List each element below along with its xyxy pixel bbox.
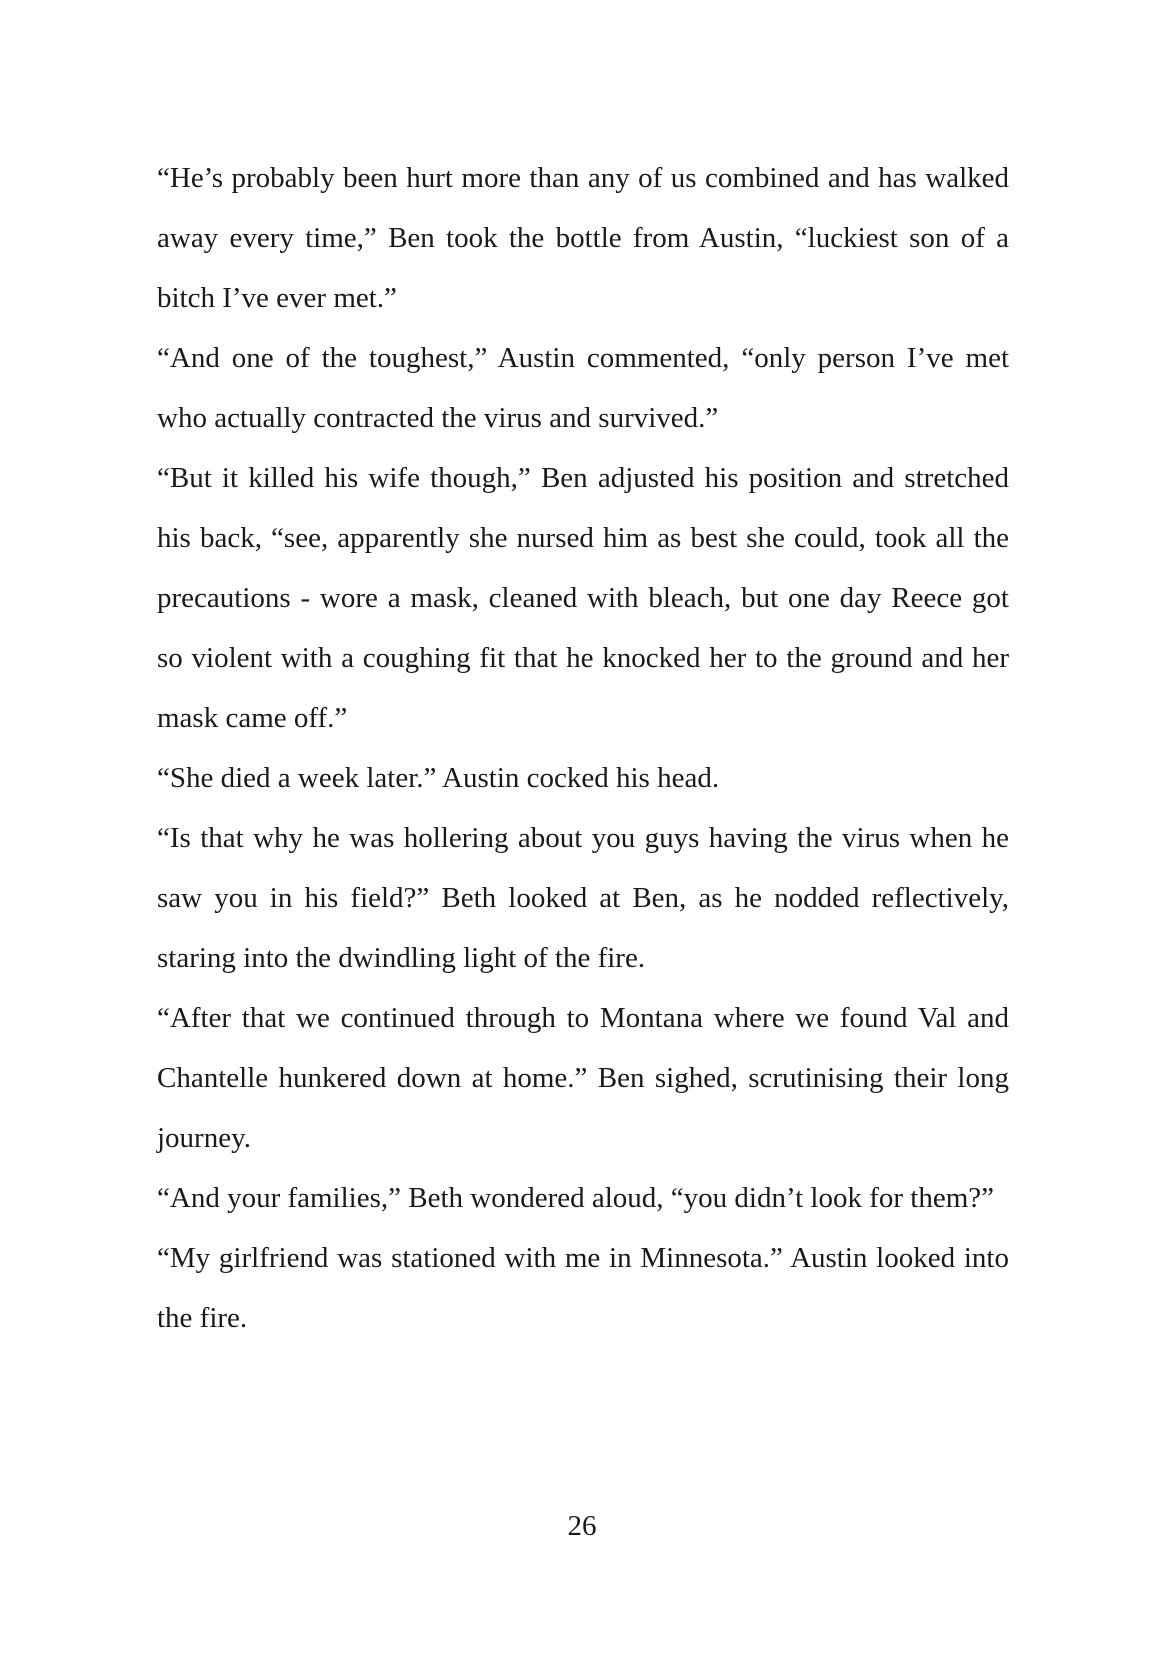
paragraph: “But it killed his wife though,” Ben adjusted his position and stretched his back, “see, apparently she nursed him as best she could, took all the precautions - wore a mask, cleaned with bleach, but one day Reece got so violent with a coughing fit that he knocked her to the ground and her mask came off.” xyxy=(157,462,1009,734)
paragraph: “And one of the toughest,” Austin commented, “only person I’ve met who actually contracted the virus and survived.” xyxy=(157,342,1009,434)
paragraph: “After that we continued through to Montana where we found Val and Chantelle hunkered down at home.” Ben sighed, scrutinising their long journey. xyxy=(157,1002,1009,1154)
paragraph: “Is that why he was hollering about you guys having the virus when he saw you in his field?” Beth looked at Ben, as he nodded reflectively, staring into the dwindling light of the fire. xyxy=(157,822,1009,974)
paragraph: “He’s probably been hurt more than any of us combined and has walked away every time,” Ben took the bottle from Austin, “luckiest son of a bitch I’ve ever met.” xyxy=(157,162,1009,314)
paragraph: “And your families,” Beth wondered aloud, “you didn’t look for them?” xyxy=(157,1182,995,1214)
paragraph: “My girlfriend was stationed with me in Minnesota.” Austin looked into the fire. xyxy=(157,1242,1009,1334)
paragraph: “She died a week later.” Austin cocked his head. xyxy=(157,762,720,794)
page-number: 26 xyxy=(567,1510,597,1542)
body-text xyxy=(157,148,1009,1348)
